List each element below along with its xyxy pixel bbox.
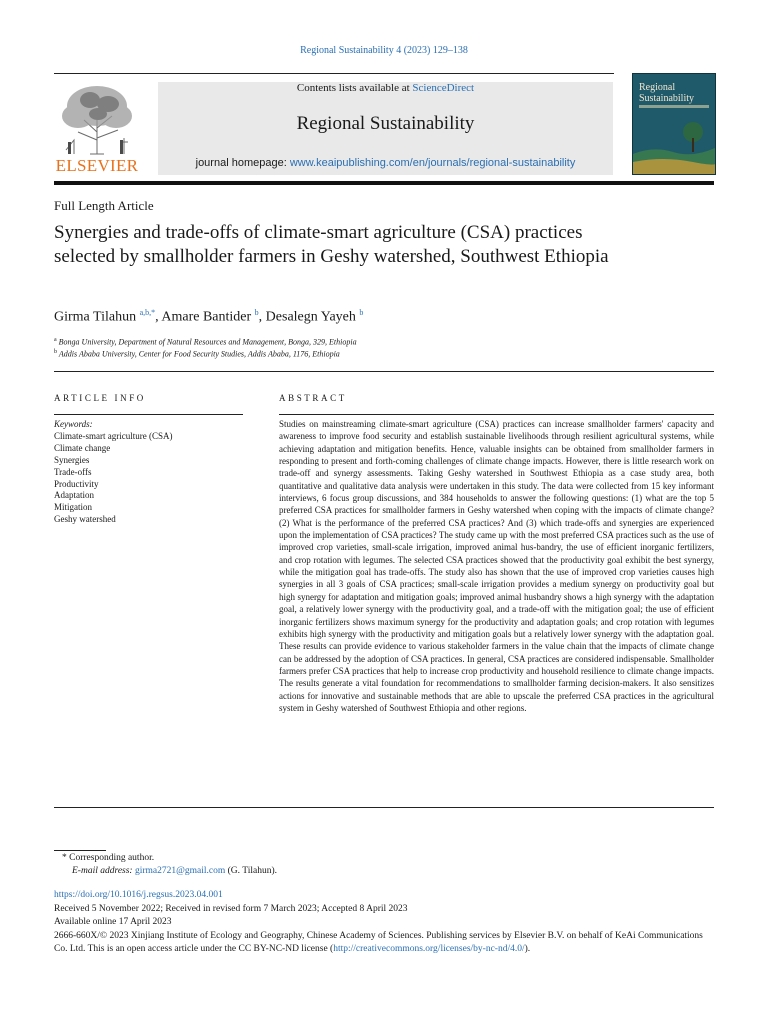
article-info-heading: ARTICLE INFO: [54, 393, 146, 403]
article-title: Synergies and trade-offs of climate-smart agriculture (CSA) practices selected by smallholder farmers in Geshy watershed, Southwest Ethiopia: [54, 222, 609, 267]
keyword-item: Trade-offs: [54, 466, 92, 477]
keywords-block: [54, 419, 243, 526]
keyword-item: Productivity: [54, 478, 99, 489]
elsevier-tree-icon: [54, 80, 140, 156]
corresponding-marker: *: [62, 853, 67, 863]
corresponding-text: Corresponding author.: [69, 853, 155, 863]
email-suffix: (G. Tilahun).: [227, 866, 277, 876]
keyword-item: Climate-smart agriculture (CSA): [54, 430, 173, 441]
email-label: E-mail address:: [72, 866, 133, 876]
homepage-link[interactable]: www.keaipublishing.com/en/journals/regional-sustainability: [289, 157, 576, 169]
section-divider: [54, 371, 714, 372]
author-affiliation-marker[interactable]: b: [254, 308, 259, 317]
abstract-heading: ABSTRACT: [279, 393, 347, 403]
abstract-bottom-rule: [54, 807, 714, 808]
keyword-item: Synergies: [54, 454, 90, 465]
author-name[interactable]: Girma Tilahun: [54, 309, 137, 325]
author-list: [54, 308, 363, 326]
author-affiliation-marker[interactable]: a,b,*: [139, 308, 156, 317]
keyword-item: Mitigation: [54, 502, 92, 513]
journal-citation-link[interactable]: Regional Sustainability 4 (2023) 129–138: [300, 45, 468, 56]
copyright-suffix: ).: [524, 944, 531, 954]
doi-link[interactable]: https://doi.org/10.1016/j.regsus.2023.04.001: [54, 890, 223, 900]
sciencedirect-link[interactable]: ScienceDirect: [412, 82, 475, 94]
journal-cover-image[interactable]: [632, 73, 716, 175]
author-name[interactable]: Amare Bantider: [161, 309, 252, 325]
corresponding-author-note: [62, 853, 154, 863]
abstract-text: Studies on mainstreaming climate-smart agriculture (CSA) practices can increase smallholder farmers' capacity and awareness to improve food security and establish sustainable livelihoods through resilient agricultural systems, while achieving adaptation and mitigation benefits. Hence, valuable insights can be obtained from smallholder farmers in responding to present and forth-coming challenges of climate change impacts. However, there is little research work on trade-off and synergy assessments. Taking Geshy watershed in Southwest Ethiopia as a case study area, both quantitative and qualitative data analysis were undertaken in this study. The data were collected from 15 key informant interviews, 6 focus group discussions, and 384 households to answer the following questions: (1) what are the top 5 preferred CSA practices for smallholder farmers in Geshy watershed when coping with the impacts of climate change? (2) What is the performance of the preferred CSA practices? And (3) which trade-offs and synergies are experienced upon the implementation of CSA practices? The study came up with the most preferred CSA practices such as the use of improved crop varieties, small-scale irrigation, improved animal hus-bandry, the use of efficient inorganic fertilizers, and crop rotation with legumes. The selected CSA practices showed that the productivity goal exhibit the best synergy, while the mitigation goal has trade-offs. The study also has shown that the use of improved crop varieties causes high synergies in all 3 goals of CSA practices; small-scale irrigation provides a medium synergy on productivity goal but high synergy for adaptation and mitigation goals; improved animal husbandry shows a high synergy with the adaptation goal, a relatively lower synergy with the productivity goal, and a trade-off with the mitigation goal; the use of efficient inorganic fertilizers shows maximum synergy for the productivity and adaptation goals; and crop rotation with legumes exhibits high synergy with the productivity and mitigation goals but a relatively lower synergy with the adaptation goal. These results can provide evidence to various stakeholder farmers in the value chain that the impacts of climate change can be addressed by the adoption of CSA practices. In general, CSA practices are considered indispensable. Smallholder farmers prefer CSA practices that help to increase crop productivity and household resilience to climate change impacts. The results generate a vital foundation for recommendations to smallholder farming decision-makers. It also sensitizes actions for innovative and sustainable methods that are able to upscale the preferred CSA practices in the agricultural system in Geshy watershed of Southwest Ethiopia and other regions.: [279, 419, 714, 713]
abstract-rule: [279, 414, 714, 415]
cover-title: Regional Sustainability: [639, 82, 694, 104]
copyright-text: 2666-660X/© 2023 Xinjiang Institute of Ecology and Geography, Chinese Academy of Sciences. Publishing services by Elsevier B.V. on behalf of KeAi Communications Co. Ltd. This is an open access article under the CC BY-NC-ND license (: [54, 931, 703, 954]
elsevier-wordmark: ELSEVIER: [55, 156, 139, 175]
affiliation-key: b: [54, 349, 57, 355]
received-dates: Received 5 November 2022; Received in revised form 7 March 2023; Accepted 8 April 2023: [54, 904, 408, 914]
journal-homepage-line: [158, 157, 613, 169]
affiliation-key: a: [54, 337, 57, 343]
author-name[interactable]: Desalegn Yayeh: [265, 309, 356, 325]
email-note: [72, 866, 277, 876]
keyword-item: Adaptation: [54, 490, 94, 501]
keywords-label: Keywords:: [54, 419, 93, 429]
footnote-rule: [54, 850, 106, 851]
contents-line: [158, 82, 613, 94]
author-separator: ,: [155, 309, 162, 325]
affiliation-text: Addis Ababa University, Center for Food Security Studies, Addis Ababa, 1176, Ethiopia: [58, 349, 340, 359]
author-affiliation-marker[interactable]: b: [359, 308, 364, 317]
article-info-rule: [54, 414, 243, 415]
copyright-notice: [54, 930, 714, 956]
email-link[interactable]: girma2721@gmail.com: [134, 866, 226, 876]
header-thick-rule: [54, 181, 714, 185]
affiliation-text: Bonga University, Department of Natural Resources and Management, Bonga, 329, Ethiopia: [58, 337, 357, 347]
keyword-item: Geshy watershed: [54, 514, 116, 525]
header-top-rule: [54, 73, 614, 74]
article-type: Full Length Article: [54, 198, 154, 213]
contents-prefix: Contents lists available at: [296, 82, 410, 94]
affiliation-a: [54, 337, 357, 347]
cover-landscape-icon: [633, 74, 715, 174]
journal-title: Regional Sustainability: [296, 113, 475, 134]
license-link[interactable]: http://creativecommons.org/licenses/by-nc-nd/4.0/: [333, 944, 525, 954]
author-separator: ,: [258, 309, 266, 325]
elsevier-logo: [54, 80, 140, 174]
affiliation-b: [54, 349, 340, 359]
keyword-item: Climate change: [54, 442, 111, 453]
homepage-label: journal homepage:: [195, 157, 287, 169]
available-online: Available online 17 April 2023: [54, 917, 172, 927]
